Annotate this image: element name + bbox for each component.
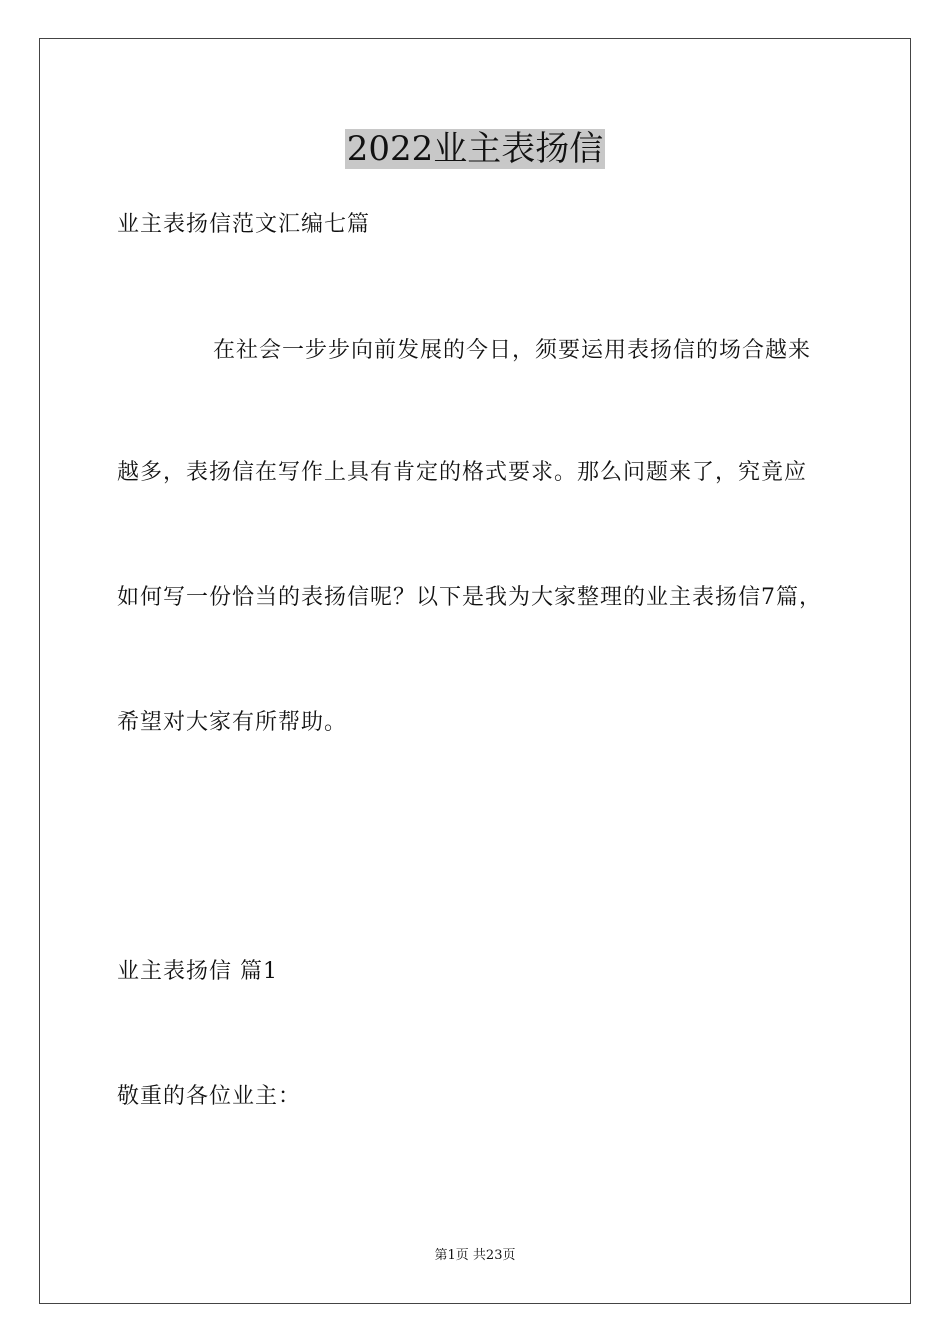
intro-line-1: 在社会一步步向前发展的今日，须要运用表扬信的场合越来	[213, 338, 812, 363]
document-subtitle: 业主表扬信范文汇编七篇	[117, 212, 371, 237]
page-footer: 第1页 共23页	[434, 1248, 516, 1263]
title-text: 2022业主表扬信	[346, 129, 604, 169]
intro-line-4: 希望对大家有所帮助。	[117, 710, 348, 735]
intro-line-2: 越多，表扬信在写作上具有肯定的格式要求。那么问题来了，究竟应	[117, 460, 808, 485]
section-heading: 业主表扬信 篇1	[117, 959, 278, 984]
intro-line-3: 如何写一份恰当的表扬信呢？以下是我为大家整理的业主表扬信7篇，	[117, 585, 822, 610]
salutation: 敬重的各位业主：	[117, 1084, 302, 1109]
document-title	[0, 128, 950, 170]
